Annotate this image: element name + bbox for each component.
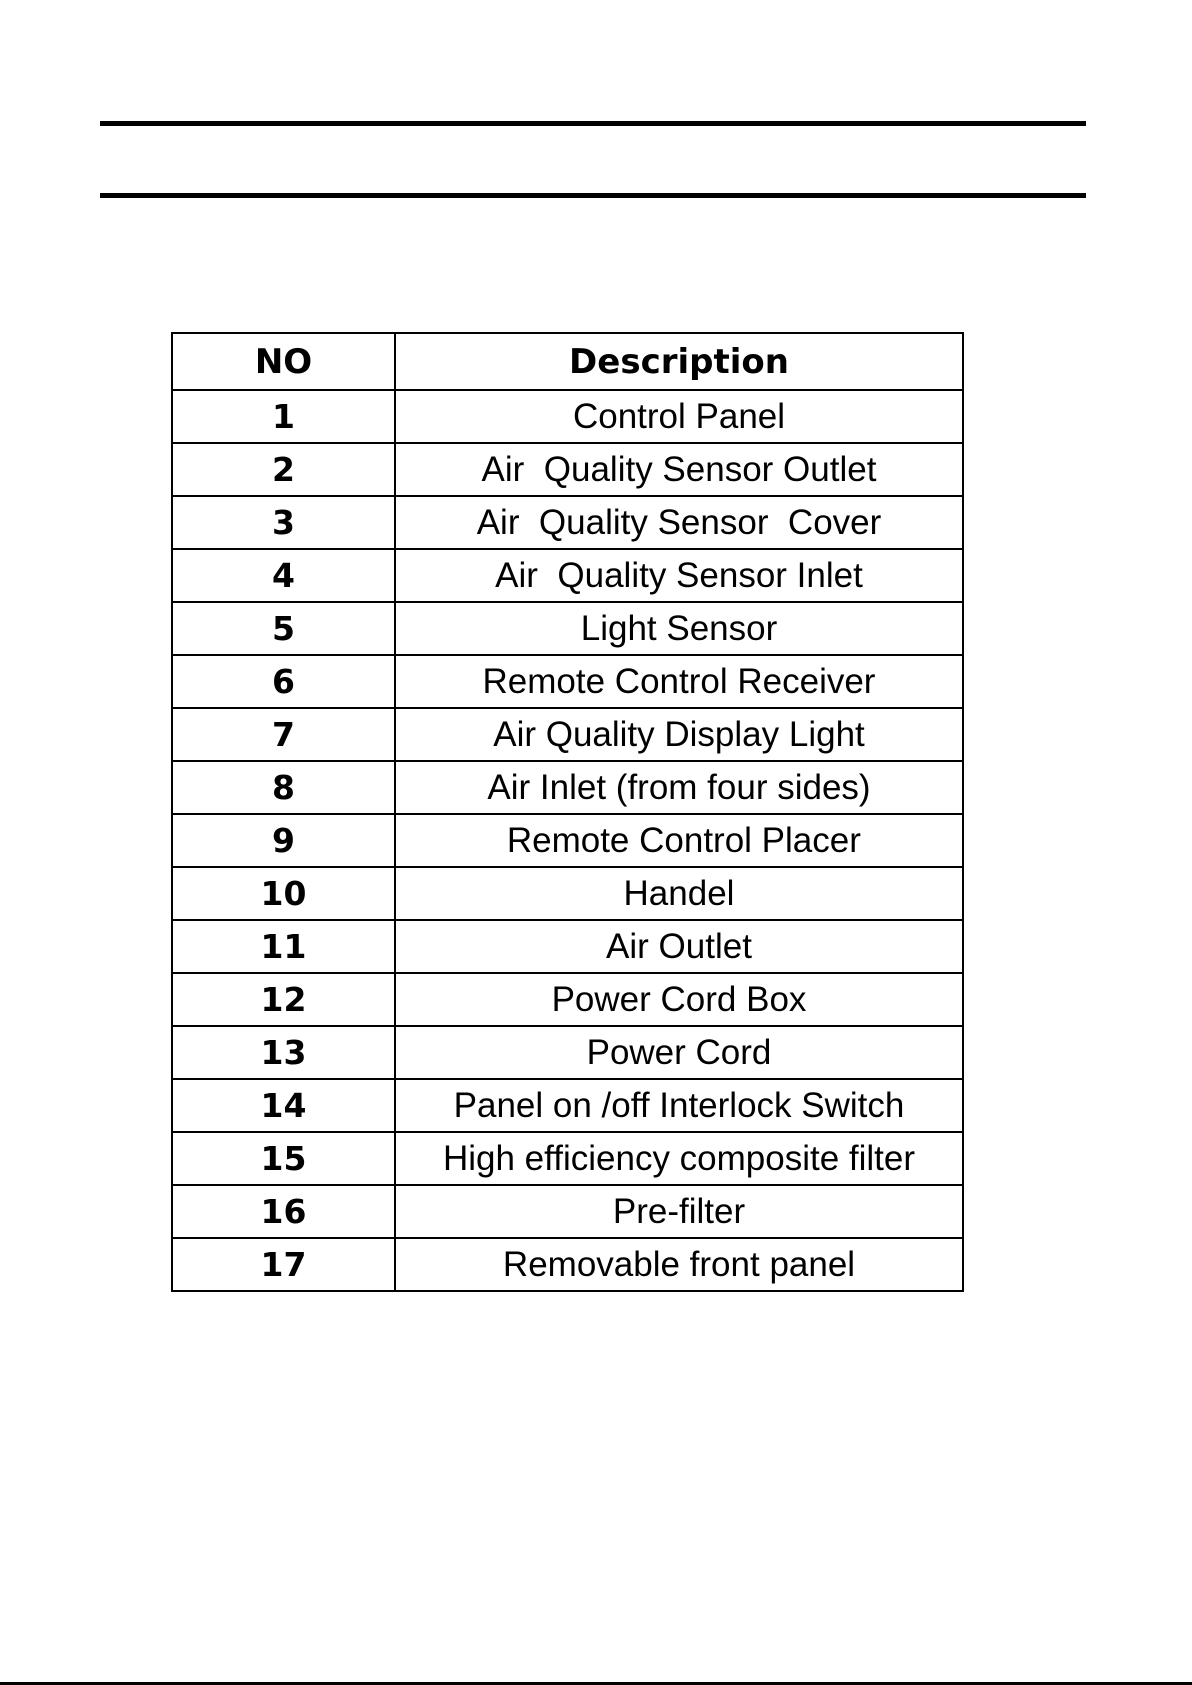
table-row (172, 602, 963, 655)
table-header-row (172, 333, 963, 390)
part-number: 3 (172, 496, 395, 549)
part-number: 13 (172, 1026, 395, 1079)
table-row (172, 1238, 963, 1291)
part-number: 15 (172, 1132, 395, 1185)
header-rule-top (100, 121, 1086, 126)
part-number: 10 (172, 867, 395, 920)
part-description: Remote Control Receiver (395, 655, 963, 708)
part-description: High efficiency composite filter (395, 1132, 963, 1185)
part-number: 1 (172, 390, 395, 443)
part-description: Remote Control Placer (395, 814, 963, 867)
table-row (172, 761, 963, 814)
table-row (172, 496, 963, 549)
part-number: 16 (172, 1185, 395, 1238)
table-row (172, 1026, 963, 1079)
table-row (172, 1132, 963, 1185)
table-row (172, 443, 963, 496)
part-number: 8 (172, 761, 395, 814)
table-row (172, 390, 963, 443)
part-description: Control Panel (395, 390, 963, 443)
table-row (172, 867, 963, 920)
part-number: 2 (172, 443, 395, 496)
part-description: Power Cord Box (395, 973, 963, 1026)
part-number: 4 (172, 549, 395, 602)
part-description: Removable front panel (395, 1238, 963, 1291)
parts-table (171, 332, 964, 1292)
part-description: Air Outlet (395, 920, 963, 973)
part-number: 5 (172, 602, 395, 655)
part-description: Handel (395, 867, 963, 920)
header-no: NO (172, 333, 395, 390)
part-description: Power Cord (395, 1026, 963, 1079)
part-description: Panel on /off Interlock Switch (395, 1079, 963, 1132)
part-number: 9 (172, 814, 395, 867)
part-description: Pre-filter (395, 1185, 963, 1238)
table-row (172, 973, 963, 1026)
part-description: Air Quality Sensor Cover (395, 496, 963, 549)
table-row (172, 655, 963, 708)
part-description: Light Sensor (395, 602, 963, 655)
table-row (172, 1185, 963, 1238)
header-description: Description (395, 333, 963, 390)
part-description: Air Quality Sensor Outlet (395, 443, 963, 496)
part-description: Air Quality Display Light (395, 708, 963, 761)
part-number: 7 (172, 708, 395, 761)
part-number: 11 (172, 920, 395, 973)
part-number: 6 (172, 655, 395, 708)
table-row (172, 814, 963, 867)
part-number: 14 (172, 1079, 395, 1132)
part-description: Air Quality Sensor Inlet (395, 549, 963, 602)
part-number: 17 (172, 1238, 395, 1291)
table-row (172, 1079, 963, 1132)
table-row (172, 708, 963, 761)
table-row (172, 920, 963, 973)
part-description: Air Inlet (from four sides) (395, 761, 963, 814)
header-rule-bottom (100, 193, 1086, 198)
part-number: 12 (172, 973, 395, 1026)
table-row (172, 549, 963, 602)
